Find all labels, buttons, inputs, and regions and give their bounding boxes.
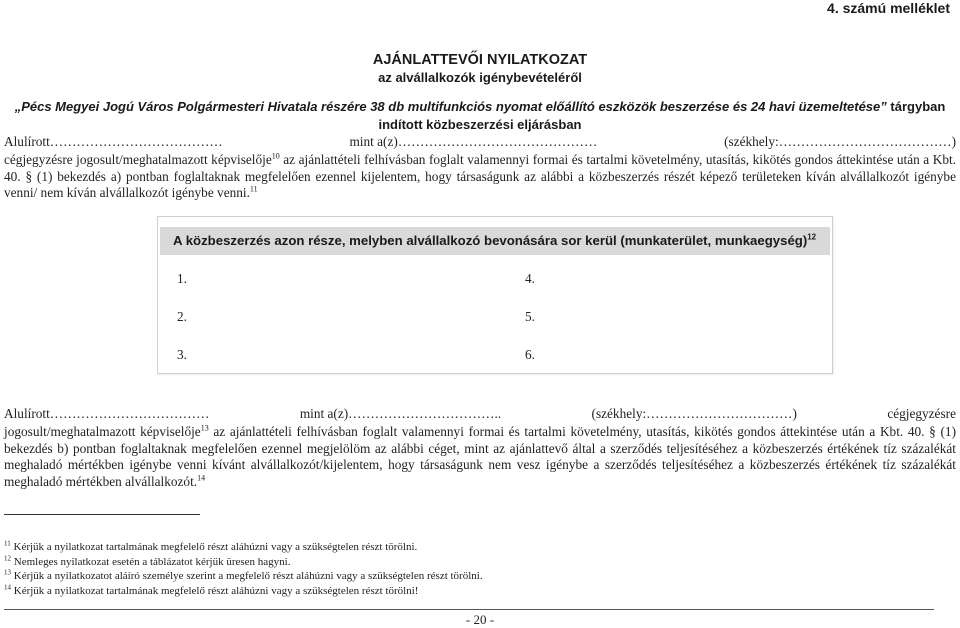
section1-seat-field: (székhely:…………………………………) — [724, 134, 956, 149]
footnote-ref-13: 13 — [200, 423, 209, 433]
footnote-ref-11: 11 — [249, 184, 258, 194]
footnote-number: 14 — [4, 582, 11, 591]
section1-line1 — [4, 134, 956, 151]
document-title — [0, 50, 960, 86]
subject-italic: „Pécs Megyei Jogú Város Polgármesteri Hivatala részére 38 db multifunkciós nyomat előállító eszközök beszerzése és 24 havi üzemeltetése” — [14, 99, 887, 114]
table-header — [160, 227, 830, 255]
footnote-number: 12 — [4, 553, 11, 562]
section2-registration: cégjegyzésre — [887, 406, 956, 421]
footnote — [4, 540, 944, 555]
section2-statement: az ajánlattételi felhívásban foglalt valamennyi formai és tartalmi követelmény, utasítás, kikötés gondos áttekintése után a Kbt. 40. § (1) bekezdés b) pontban foglaltaknak megfelelően ezennel megjelölöm az alábbi céget, mint az ajánlattevő által a szerződés teljesítéséhez a közbeszerzés értékének tíz százalékát meghaladó mértékben igénybe venni kívánt alvállalkozót/kijelentem, hogy társaságunk nem vesz igénybe a szerződés teljesítéséhez a közbeszerzés értékének tíz százalékát meghaladó mértékben alvállalkozót. — [4, 424, 957, 489]
footnote-separator — [4, 514, 200, 515]
title-sub: az alvállalkozók igénybevételéről — [378, 70, 582, 85]
section1-body — [4, 152, 956, 202]
table-cell: 6. — [525, 347, 535, 362]
subject-rest-2: indított közbeszerzési eljárásban — [378, 117, 582, 132]
footnote-ref-14: 14 — [197, 473, 206, 483]
page-number: - 20 - — [465, 612, 495, 627]
subcontractor-table — [157, 216, 833, 374]
section1-representative: cégjegyzésre jogosult/meghatalmazott képviselője — [4, 152, 272, 167]
section2-seat-field: (székhely:……………………………) — [591, 406, 797, 421]
section1-statement: az ajánlattételi felhívásban foglalt valamennyi formai és tartalmi követelmény, utasítás, kikötés gondos áttekintése után a Kbt. 40. § (1) bekezdés a) pontban foglaltaknak megfelelően ezennel kijelentem, hogy társaságunk az alábbi a közbeszerzés részét képező területeken kíván alvállalkozót igénybe venni/ nem kíván alvállalkozót igénybe venni. — [4, 152, 956, 200]
section2-line1 — [4, 406, 956, 423]
table-cell: 3. — [177, 347, 187, 362]
footnote-number: 11 — [4, 539, 11, 548]
table-cell: 2. — [177, 309, 187, 324]
footnote-text: Nemleges nyilatkozat esetén a táblázatot kérjük üresen hagyni. — [11, 555, 291, 568]
footnote-number: 13 — [4, 568, 11, 577]
footnote-text: Kérjük a nyilatkozatot aláíró személye szerint a megfelelő részt aláhúzni vagy a szükségtelen részt törölni. — [11, 570, 483, 582]
footnote-ref-12: 12 — [807, 232, 817, 242]
footnote-ref-10: 10 — [271, 151, 280, 161]
footnote-text: Kérjük a nyilatkozat tartalmának megfelelő részt aláhúzni vagy a szükségtelen részt törölni! — [11, 584, 419, 597]
section2-representative: jogosult/meghatalmazott képviselője — [4, 424, 201, 439]
footnote — [4, 584, 944, 599]
table-cell: 5. — [525, 309, 535, 324]
section2-signer-field: Alulírott……………………………… — [4, 406, 210, 421]
annex-label: 4. számú melléklet — [827, 0, 950, 16]
title-main: AJÁNLATTEVŐI NYILATKOZAT — [372, 52, 588, 68]
section1-signer-field: Alulírott………………………………… — [4, 134, 223, 149]
section1-company-field: mint a(z)……………………………………… — [349, 134, 598, 149]
footnotes — [4, 540, 944, 598]
footnote — [4, 569, 944, 584]
table-cell: 1. — [177, 271, 187, 286]
page-footer-rule — [4, 609, 934, 610]
section2-body — [4, 424, 956, 490]
footnote — [4, 555, 944, 570]
section2-company-field: mint a(z)…………………………….. — [299, 406, 502, 421]
table-header-text: A közbeszerzés azon része, melyben alvállalkozó bevonására sor kerül (munkaterület, munkaegység) — [173, 233, 808, 248]
procurement-subject — [0, 98, 960, 134]
subject-rest-1: tárgyban — [890, 99, 946, 114]
footnote-text: Kérjük a nyilatkozat tartalmának megfelelő részt aláhúzni vagy a szükségtelen részt törölni. — [10, 541, 418, 553]
table-cell: 4. — [525, 271, 535, 286]
